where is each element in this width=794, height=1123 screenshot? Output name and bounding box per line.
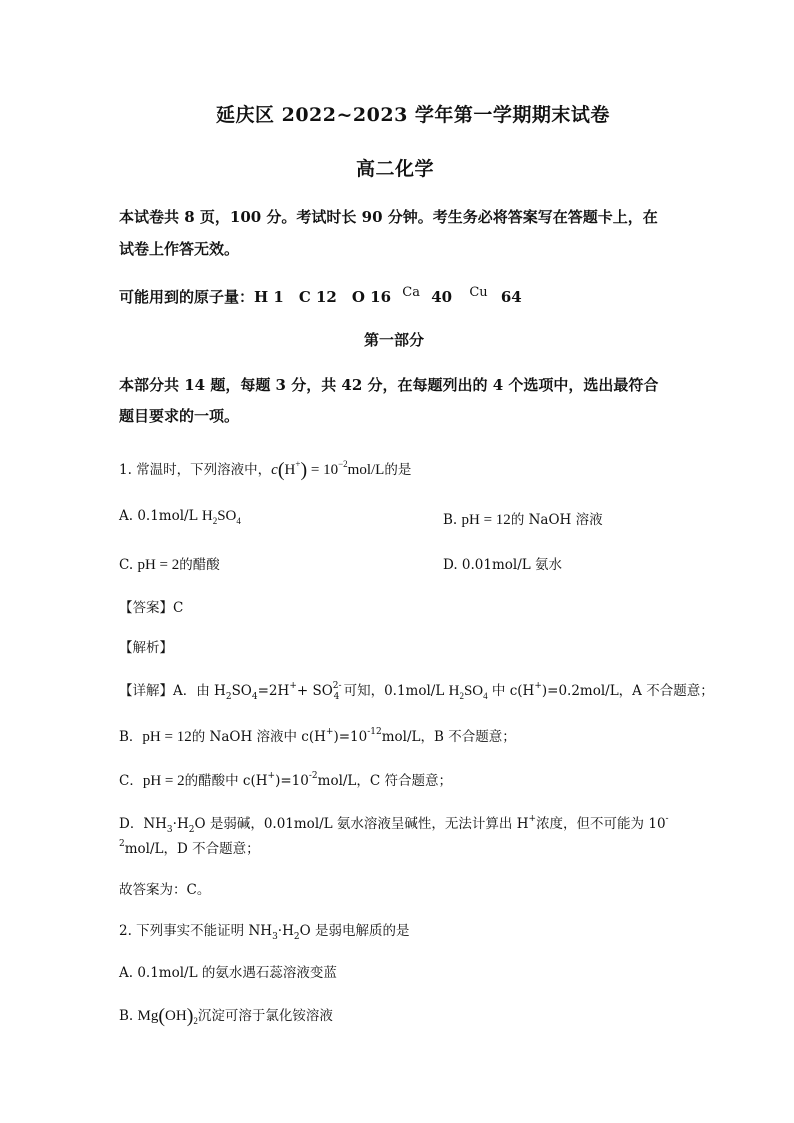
exam-subject: 高二化学 bbox=[356, 158, 435, 180]
q1-prefix: 1. 常温时，下列溶液中， bbox=[119, 462, 272, 478]
atomic-mass-label: 可能用到的原子量：H 1 C 12 O 16 bbox=[119, 288, 392, 306]
q1-suffix: 的是 bbox=[384, 462, 412, 478]
q1-detail-d-line-2: $^2$mol/L，D 不合题意； bbox=[119, 839, 260, 857]
part-heading: 第一部分 bbox=[364, 331, 425, 349]
q2-option-b: B. $Mg(OH)_2$沉淀可溶于氯化铵溶液 bbox=[119, 1005, 333, 1027]
cu-mass: 64 bbox=[500, 288, 522, 306]
q1-detail-b: B．pH = 12的 NaOH 溶液中 $c(H^+)=10^{-12}mol/L$，B 不合题意； bbox=[119, 727, 516, 745]
intro-line-2: 试卷上作答无效。 bbox=[119, 240, 240, 258]
q2-stem: 2. 下列事实不能证明 $NH_3\cdot H_2O$ 是弱电解质的是 bbox=[119, 923, 410, 942]
ca-symbol: Ca bbox=[402, 285, 420, 300]
exam-title: 延庆区 2022~2023 学年第一学期期末试卷 bbox=[216, 104, 610, 126]
q1-conclusion: 故答案为：C。 bbox=[119, 882, 211, 898]
q1-option-d: D. 0.01mol/L 氨水 bbox=[443, 557, 563, 573]
q1-option-c: C. pH = 2的醋酸 bbox=[119, 557, 220, 573]
q1-detail-a: 【详解】A．由 $H_2SO_4=2H^++ SO^{2-}_4$ 可知，0.1mol/L $H_2SO_4$ 中 c(H+)=0.2mol/L，A 不合题意； bbox=[119, 681, 714, 702]
q1-option-b: B. pH = 12的 NaOH 溶液 bbox=[443, 512, 603, 528]
intro-line-1: 本试卷共 8 页，100 分。考试时长 90 分钟。考生务必将答案写在答题卡上，在 bbox=[119, 208, 658, 226]
atomic-mass-line bbox=[119, 285, 522, 307]
ca-mass: 40 bbox=[431, 288, 453, 306]
cu-symbol: Cu bbox=[469, 285, 488, 300]
part-desc-line-1: 本部分共 14 题，每题 3 分，共 42 分，在每题列出的 4 个选项中，选出最符合 bbox=[119, 376, 659, 394]
q1-detail-c: C．pH = 2的醋酸中 $c(H^+)=10^{-2}mol/L$，C 符合题意； bbox=[119, 771, 453, 789]
q2-option-a: A. 0.1mol/L 的氨水遇石蕊溶液变蓝 bbox=[119, 965, 337, 981]
q1-formula: $c(H^+) = 10^{-2}mol/L$ bbox=[271, 459, 385, 481]
part-desc-line-2: 题目要求的一项。 bbox=[119, 407, 240, 425]
q1-detail-d-line-1: D．$NH_3\cdot H_2O$ 是弱碱，0.01mol/L 氨水溶液呈碱性，无法计算出 H+浓度，但不可能为 10- bbox=[119, 814, 669, 835]
q1-stem bbox=[119, 458, 411, 482]
q1-analysis-label: 【解析】 bbox=[119, 640, 173, 656]
q1-answer: 【答案】C bbox=[119, 600, 184, 616]
q1-option-a: A. 0.1mol/L $H_2SO_4$ bbox=[119, 508, 241, 526]
